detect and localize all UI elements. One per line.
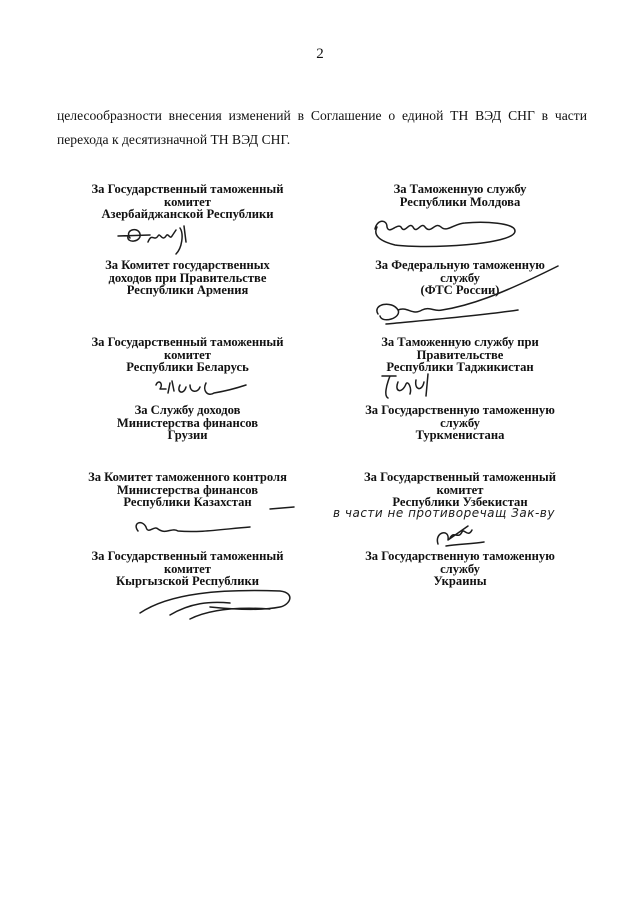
signatory-line: службу: [440, 415, 480, 430]
handwritten-reservation-uzbekistan: в части не противоречащ Зак-ву: [333, 506, 555, 520]
signatory-line: Грузии: [167, 428, 208, 443]
signatory-line: Республики Молдова: [399, 194, 521, 209]
signature-kazakhstan: [120, 495, 300, 545]
signatory-azerbaijan: [55, 183, 320, 221]
signatory-line: За Таможенную службу: [393, 182, 527, 196]
signatory-line: Республики Армения: [126, 283, 249, 298]
signature-tajikistan: [372, 368, 442, 404]
signatory-line: Республики Беларусь: [126, 360, 249, 375]
signature-azerbaijan: [110, 218, 200, 258]
signatory-line: Правительстве: [416, 347, 504, 362]
page-number: 2: [316, 46, 324, 62]
signature-russia: [368, 262, 568, 340]
signatory-belarus: [55, 336, 320, 374]
signatory-line: службу: [440, 561, 480, 576]
signatory-line: Министерства финансов: [116, 415, 259, 430]
signatory-line: Министерства финансов: [116, 482, 259, 497]
signatory-line: За Комитет таможенного контроля: [88, 470, 287, 484]
signatory-line: Республики Казахстан: [123, 495, 252, 510]
signatory-line: За Государственный таможенный: [91, 182, 284, 196]
signatory-tajikistan: [330, 336, 590, 374]
signatory-ukraine: [330, 550, 590, 588]
signatory-line: Кыргызской Республики: [115, 574, 260, 589]
signatory-line: комитет: [164, 561, 211, 576]
signature-uzbekistan: [428, 518, 488, 552]
signatory-line: Азербайджанской Республики: [101, 207, 274, 222]
signatory-line: комитет: [436, 482, 484, 497]
intro-paragraph: целесообразности внесения изменений в Соглашение о единой ТН ВЭД СНГ в части перехода к десятизначной ТН ВЭД СНГ.: [57, 108, 587, 147]
signatory-line: комитет: [164, 347, 211, 362]
signatory-line: службу: [440, 270, 480, 285]
signatory-line: За Государственный таможенный: [91, 335, 284, 349]
signatory-kyrgyzstan: [55, 550, 320, 588]
signature-kyrgyzstan: [130, 585, 300, 627]
signatory-line: За Комитет государственных: [105, 258, 270, 272]
signatory-line: За Федеральную таможенную: [375, 258, 545, 272]
signatory-line: За Государственный таможенный: [91, 549, 284, 563]
signature-moldova: [365, 205, 525, 253]
signatory-line: За Службу доходов: [134, 403, 241, 417]
signatory-line: За Таможенную службу при: [381, 335, 539, 349]
signatory-line: Республики Таджикистан: [386, 360, 534, 375]
signatory-line: (ФТС России): [420, 283, 500, 298]
signatory-line: За Государственную таможенную: [365, 549, 555, 563]
signatory-uzbekistan: [330, 471, 590, 509]
signatory-armenia: [55, 259, 320, 297]
signatory-line: За Государственный таможенный: [364, 470, 556, 484]
signatory-line: доходов при Правительстве: [108, 270, 267, 285]
signatory-line: Украины: [433, 574, 487, 589]
signatory-turkmenistan: [330, 404, 590, 442]
signatory-line: Республики Узбекистан: [392, 495, 528, 510]
signatory-line: комитет: [164, 194, 211, 209]
signatory-georgia: [55, 404, 320, 442]
signatory-line: Туркменистана: [415, 428, 505, 443]
signatory-line: За Государственную таможенную: [365, 403, 555, 417]
